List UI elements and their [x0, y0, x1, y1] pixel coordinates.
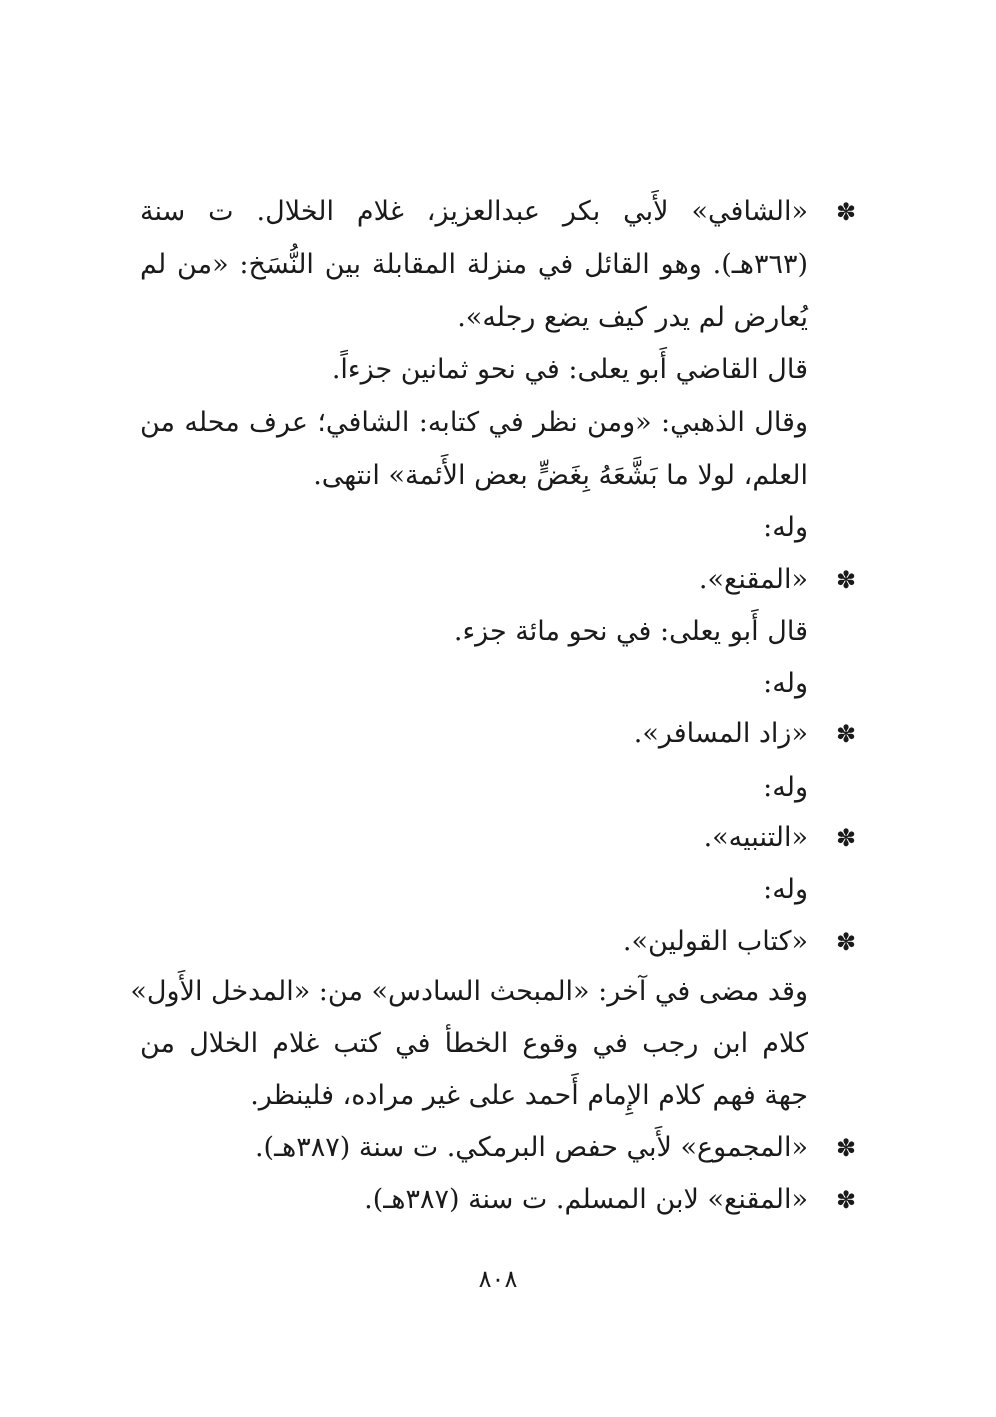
text-line: وله: — [763, 772, 808, 803]
bullet-star-icon: ✽ — [835, 824, 857, 852]
text-line: وله: — [763, 668, 808, 699]
text-line: وله: — [763, 512, 808, 543]
text-line: العلم، لولا ما بَشَّعَهُ بِغَضٍّ بعض الأَئمة» انتهى. — [313, 460, 808, 491]
text-line: «المجموع» لأَبي حفص البرمكي. ت سنة (٣٨٧هـ). — [254, 1132, 808, 1163]
text-line: وله: — [763, 874, 808, 905]
bullet-star-icon: ✽ — [835, 928, 857, 956]
text-line: قال القاضي أَبو يعلى: في نحو ثمانين جزءاً. — [331, 354, 808, 385]
bullet-star-icon: ✽ — [835, 1134, 857, 1162]
text-line: «الشافي» لأَبي بكر عبدالعزيز، غلام الخلال. ت سنة — [140, 196, 808, 227]
text-line: «المقنع» لابن المسلم. ت سنة (٣٨٧هـ). — [364, 1184, 808, 1215]
text-line: «كتاب القولين». — [622, 926, 808, 957]
text-line: «المقنع». — [698, 564, 808, 595]
text-line: يُعارض لم يدر كيف يضع رجله». — [457, 302, 808, 333]
page-number: ٨٠٨ — [478, 1265, 518, 1293]
bullet-star-icon: ✽ — [835, 566, 857, 594]
bullet-star-icon: ✽ — [835, 198, 857, 226]
text-line: «التنبيه». — [703, 822, 808, 853]
text-line: كلام ابن رجب في وقوع الخطأ في كتب غلام الخلال من — [140, 1028, 808, 1059]
text-line: «زاد المسافر». — [633, 718, 808, 749]
text-line: قال أَبو يعلى: في نحو مائة جزء. — [453, 616, 808, 647]
bullet-star-icon: ✽ — [835, 1186, 857, 1214]
text-line: وقد مضى في آخر: «المبحث السادس» من: «المدخل الأَول» — [130, 976, 808, 1007]
text-line: (٣٦٣هـ). وهو القائل في منزلة المقابلة بين النُّسَخ: «من لم — [140, 249, 808, 280]
text-line: جهة فهم كلام الإِمام أَحمد على غير مراده، فلينظر. — [250, 1080, 808, 1111]
text-line: وقال الذهبي: «ومن نظر في كتابه: الشافي؛ عرف محله من — [140, 407, 808, 438]
bullet-star-icon: ✽ — [835, 720, 857, 748]
